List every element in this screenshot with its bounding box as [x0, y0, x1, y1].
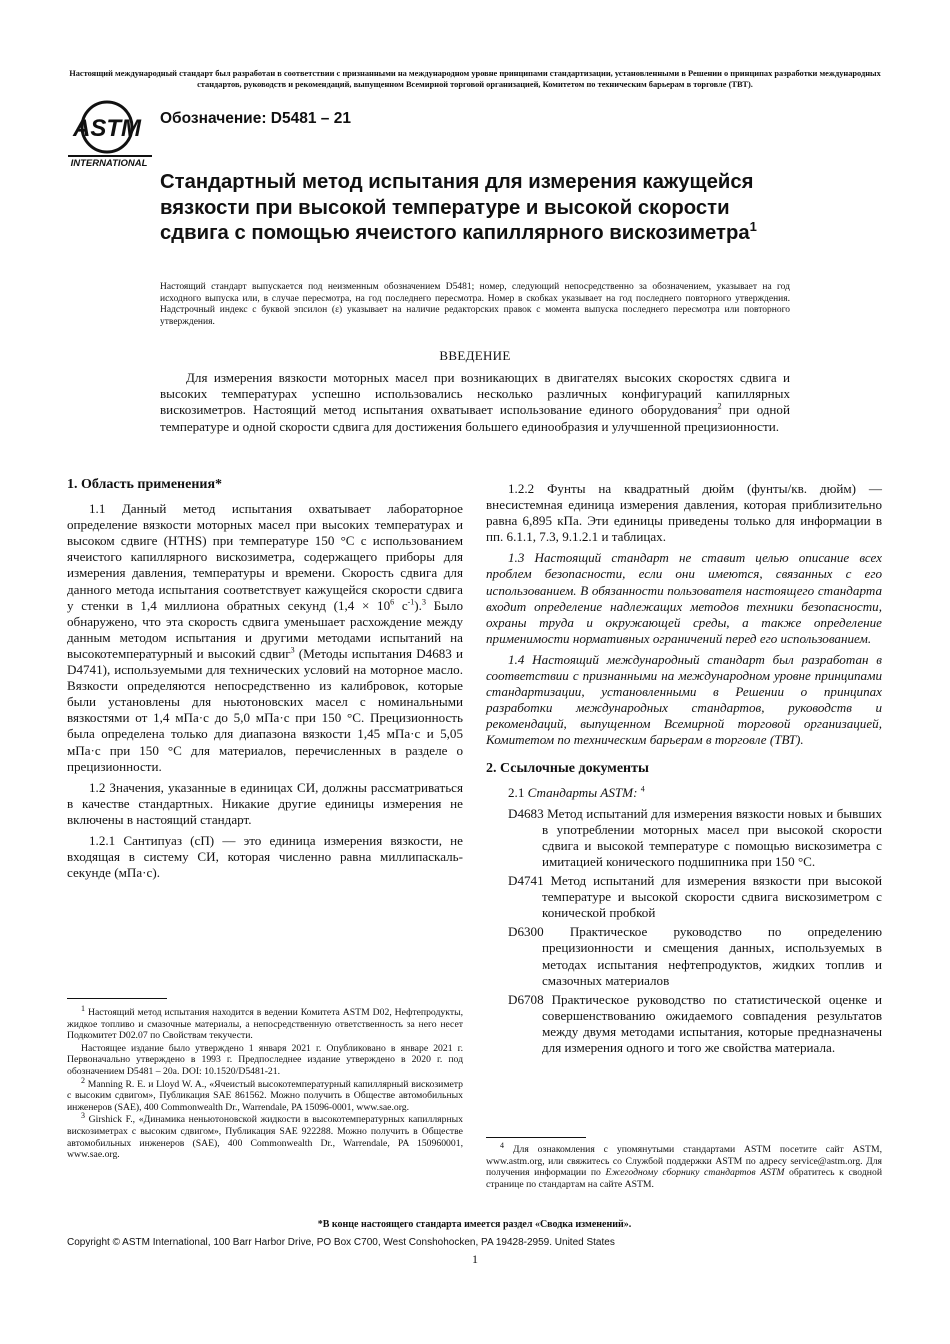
page-number: 1 [472, 1252, 478, 1266]
footnote-2: $^2$ Manning R. E. и Lloyd W. A., «Ячеистый высокотемпературный капиллярный вискозиметр с высоким сдвигом», Публикация SAE 861562. Можно получить в Обществе автомобильных инженеров (SAE), 400 Commonwealth Dr., Warrendale, PA 15096-0001, www.sae.org. [67, 1075, 463, 1113]
issuance-note: Настоящий стандарт выпускается под неизменным обозначением D5481; номер, следующий непосредственно за обозначением, указывает на год исходного выпуска или, в случае пересмотра, на год последнего пересмотра. Номер в скобках указывает на год последнего повторного утверждения. Надстрочный индекс с буквой эпсилон (ε) указывает на наличие редакторских правок с момента выпуска последнего пересмотра или повторного утверждения. [160, 282, 790, 327]
left-column [67, 477, 463, 886]
introduction-heading: ВВЕДЕНИЕ [439, 348, 511, 363]
paragraph-1-3: 1.3 Настоящий стандарт не ставит целью описание всех проблем безопасности, если они имеются, связанных с его использованием. В обязанности пользователя настоящего стандарта входит определение надлежащих методов техники безопасности, охраны труда и окружающей среды, а также определение применимости нормативных ограничений перед его использованием. [486, 550, 882, 646]
footnote-3: $^3$ Girshick F., «Динамика неньютоновской жидкости в высокотемпературных капиллярных вискозиметрах с высоким сдвигом», Публикация SAE 922288. Можно получить в Обществе автомобильных инженеров (SAE), 400 Commonwealth Dr., Warrendale, PA 150960001, www.sae.org. [67, 1111, 463, 1161]
footnote-divider [67, 998, 167, 999]
footnote-4: $^4$ Для ознакомления с упомянутыми стандартами ASTM посетите сайт ASTM, www.astm.org, или свяжитесь со Службой поддержки ASTM по адресу service@astm.org. Для получения информации по Ежегодному сборнику стандартов ASTM обратитесь к сводной странице по стандартам на сайте ASTM. [486, 1140, 883, 1190]
reference-item: D6300 Практическое руководство по определению прецизионности и смещения данных, используемых в методах испытания нефтепродуктов, жидких топлив и смазочных материалов [508, 924, 882, 988]
paragraph-1-4: 1.4 Настоящий международный стандарт был разработан в соответствии с признанными на международном уровне принципами стандартизации, установленными в Решении о принципах разработки международных стандартов, руководств и рекомендаций, выпущенном Всемирной торговой организацией, Комитетом по техническим барьерам в торговле (ТВТ). [486, 651, 882, 748]
left-footnotes [67, 998, 463, 1162]
section-2-heading: 2. Ссылочные документы [486, 760, 649, 776]
reference-list [486, 806, 882, 1056]
footnote-list [67, 1003, 464, 1161]
paragraph-1-1: 1.1 Данный метод испытания охватывает лабораторное определение вязкости моторных масел при высоких температурах и высоком сдвиге (HTHS) при температуре 150 °C с использованием ячеистого капиллярного вискозиметра, содержащего приборы для измерения давления, температуры и времени. Скорость сдвига для данного метода испытания соответствует кажущейся скорости сдвига у стенки в 1,4 миллиона обратных секунд ($1,4 \times 10^6$ $с^{-1}).^3$ Было обнаружено, что эта скорость сдвига уменьшает расхождение между данным методом испытания и другими методами испытаний на высокотемпературный и высокий сдвиг$^3$ (Методы испытания D4683 и D4741), используемыми для технических условий на моторное масло. Вязкости определяются непосредственно из калибровок, которые были установлены для ньютоновских масел с номинальными вязкостями от 1,4 мПа·с до 5,0 мПа·с при 150 °C. Прецизионность была определена только для диапазона вязкости 1,45 мПа·с и 5,05 мПа·с при 150 °C для материалов, перечисленных в разделе о прецизионности. [67, 501, 463, 774]
paragraph-1-2-2: 1.2.2 Фунты на квадратный дюйм (фунты/кв. дюйм) — внесистемная единица измерения давления, которая приблизительно равна 6,895 кПа. Эти единицы приведены только для информации в пп. 6.1.1, 7.3, 9.1.2.1 и таблицах. [486, 481, 882, 545]
reference-item: D6708 Практическое руководство по статистической оценке и совершенствованию ожидаемого совпадения результатов между двумя методами испытания, которые предназначены для измерения одного и того же свойства материала. [508, 991, 882, 1055]
reference-item: D4741 Метод испытаний для измерения вязкости при высокой температуре и высокой скорости сдвига вискозиметром с конической пробкой [508, 873, 883, 921]
reference-item: D4683 Метод испытаний для измерения вязкости новых и бывших в употреблении моторных масел при высокой скорости сдвига и высокой температуре с помощью вискозиметра с имитацией конического подшипника при 150 °C. [508, 805, 882, 869]
footnote-1: $^1$ Настоящий метод испытания находится в ведении Комитета ASTM D02, Нефтепродукты, жидкое топливо и смазочные материалы, а непосредственную ответственность за него несет Подкомитет D02.07 по Свойствам текучести. [67, 1003, 464, 1042]
logo-text: ASTM [73, 115, 141, 142]
right-footnotes [486, 1137, 882, 1191]
right-column [486, 481, 882, 1059]
paragraph-1-2-1: 1.2.1 Сантипуаз (сП) — это единица измерения вязкости, не входящая в систему СИ, которая численно равна миллипаскаль-секунде (мПа·с). [67, 832, 463, 881]
international-standard-notice: Настоящий международный стандарт был разработан в соответствии с признанными на международном уровне принципами стандартизации, установленными в Решении о принципах разработки международных стандартов, руководств и рекомендаций, выпущенном Всемирной торговой организацией, Комитетом по техническим барьерам в торговле (ТВТ). [69, 69, 881, 89]
astm-logo-icon [66, 100, 154, 168]
footnote-divider [486, 1137, 586, 1138]
document-title [160, 170, 800, 247]
paragraph-2-1: 2.1 Стандарты ASTM: $^4$ [508, 784, 645, 800]
introduction-text: Для измерения вязкости моторных масел при возникающих в двигателях высоких скоростях сдвига и высоких температурах успешно использовались несколько различных конфигураций капиллярных вискозиметров. Настоящий метод испытания охватывает использование единого оборудования$^2$ при одной температуре и одной скорости сдвига для достижения большего единообразия и улучшенной прецизионности. [160, 370, 790, 434]
footnote-1-edition: Настоящее издание было утверждено 1 января 2021 г. Опубликовано в январе 2021 г. Первоначально утверждено в 1993 г. Предпоследнее издание утверждено в 2020 г. под обозначением D5481 – 20a. DOI: 10.1520/D5481-21. [67, 1042, 463, 1077]
section-1-heading: 1. Область применения* [67, 477, 223, 492]
paragraph-1-2: 1.2 Значения, указанные в единицах СИ, должны рассматриваться в качестве стандартных. Никакие другие единицы измерения не включены в настоящий стандарт. [67, 779, 463, 827]
copyright-line: Copyright © ASTM International, 100 Barr Harbor Drive, PO Box C700, West Conshohocken, PA 19428-2959. United States [67, 1237, 615, 1248]
summary-of-changes-note: *В конце настоящего стандарта имеется раздел «Сводка изменений». [317, 1219, 632, 1230]
title-footnote-ref: 1 [749, 219, 757, 235]
title-text: Стандартный метод испытания для измерения кажущейся вязкости при высокой температуре и высокой скорости сдвига с помощью ячеистого капиллярного вискозиметра [160, 171, 754, 244]
logo-subtext: INTERNATIONAL [70, 158, 148, 168]
standard-designation: Обозначение: D5481 – 21 [160, 110, 351, 127]
